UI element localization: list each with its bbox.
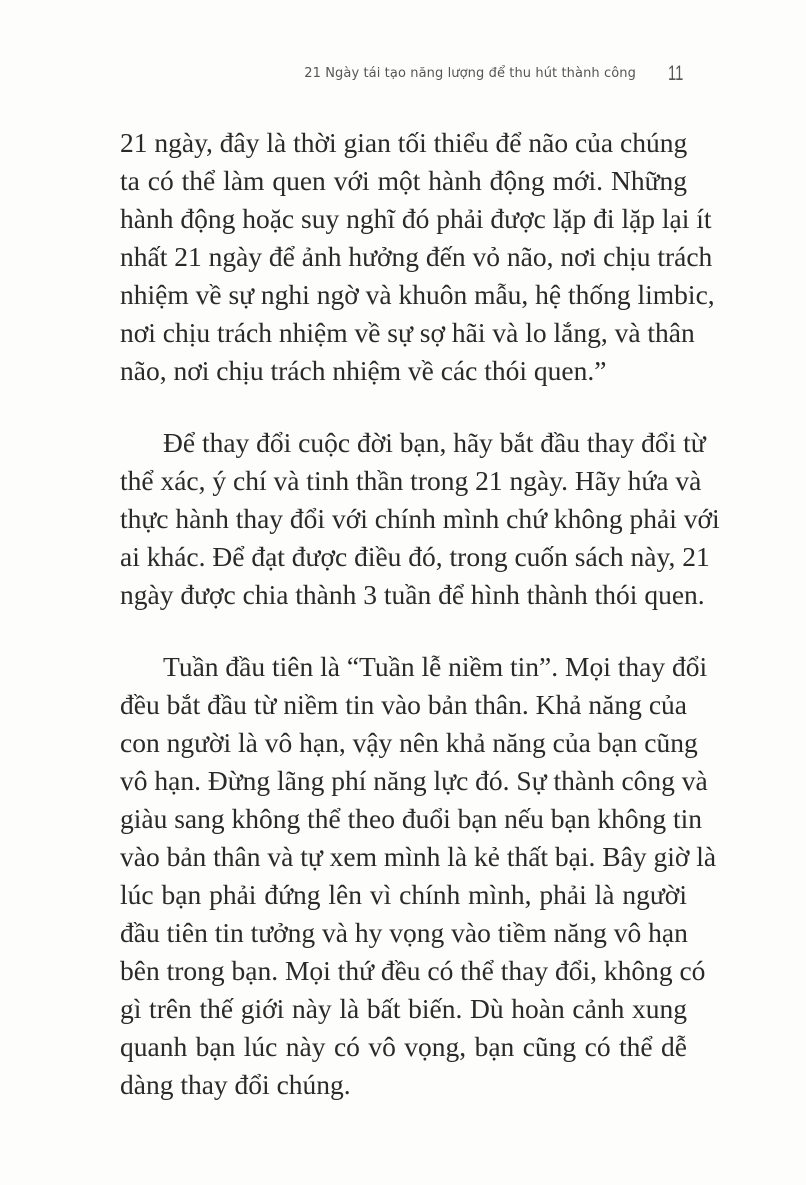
text-line: thể xác, ý chí và tinh thần trong 21 ngày. Hãy hứa và (120, 465, 702, 496)
page-header (0, 62, 806, 90)
text-line: bên trong bạn. Mọi thứ đều có thể thay đổi, không có (120, 955, 706, 986)
text-line: lúc bạn phải đứng lên vì chính mình, phải là người (120, 879, 687, 910)
text-line: Tuần đầu tiên là “Tuần lễ niềm tin”. Mọi thay đổi (163, 651, 708, 682)
text-line: gì trên thế giới này là bất biến. Dù hoàn cảnh xung (120, 993, 687, 1024)
text-line: Để thay đổi cuộc đời bạn, hãy bắt đầu thay đổi từ (163, 427, 706, 458)
text-line: đầu tiên tin tưởng và hy vọng vào tiềm năng vô hạn (120, 917, 688, 948)
text-line: nhất 21 ngày để ảnh hưởng đến vỏ não, nơi chịu trách (120, 241, 713, 272)
text-line: não, nơi chịu trách nhiệm về các thói quen.” (120, 355, 607, 386)
text-line: ngày được chia thành 3 tuần để hình thành thói quen. (120, 579, 705, 610)
page-number: 11 (668, 62, 684, 85)
text-line: ta có thể làm quen với một hành động mới. Những (120, 165, 687, 196)
text-line: nhiệm về sự nghi ngờ và khuôn mẫu, hệ thống limbic, (120, 279, 715, 310)
text-line: vô hạn. Đừng lãng phí năng lực đó. Sự thành công và (120, 765, 708, 796)
text-line: hành động hoặc suy nghĩ đó phải được lặp đi lặp lại ít (120, 203, 712, 234)
paragraph (120, 124, 715, 390)
text-line: quanh bạn lúc này có vô vọng, bạn cũng có thể dễ (120, 1031, 687, 1062)
running-title: 21 Ngày tái tạo năng lượng để thu hút thành công (304, 66, 636, 81)
text-line: vào bản thân và tự xem mình là kẻ thất bại. Bây giờ là (120, 841, 717, 872)
text-line: nơi chịu trách nhiệm về sự sợ hãi và lo lắng, và thân (120, 317, 695, 348)
text-line: thực hành thay đổi với chính mình chứ không phải với (120, 503, 720, 534)
text-line: giàu sang không thể theo đuổi bạn nếu bạn không tin (120, 803, 702, 834)
paragraph (120, 424, 720, 614)
text-line: dàng thay đổi chúng. (120, 1069, 351, 1100)
text-line: ai khác. Để đạt được điều đó, trong cuốn sách này, 21 (120, 541, 710, 572)
body-text (120, 124, 720, 1138)
paragraph (120, 648, 717, 1104)
text-line: 21 ngày, đây là thời gian tối thiểu để não của chúng (120, 127, 688, 158)
text-line: đều bắt đầu từ niềm tin vào bản thân. Khả năng của (120, 689, 687, 720)
text-line: con người là vô hạn, vậy nên khả năng của bạn cũng (120, 727, 698, 758)
